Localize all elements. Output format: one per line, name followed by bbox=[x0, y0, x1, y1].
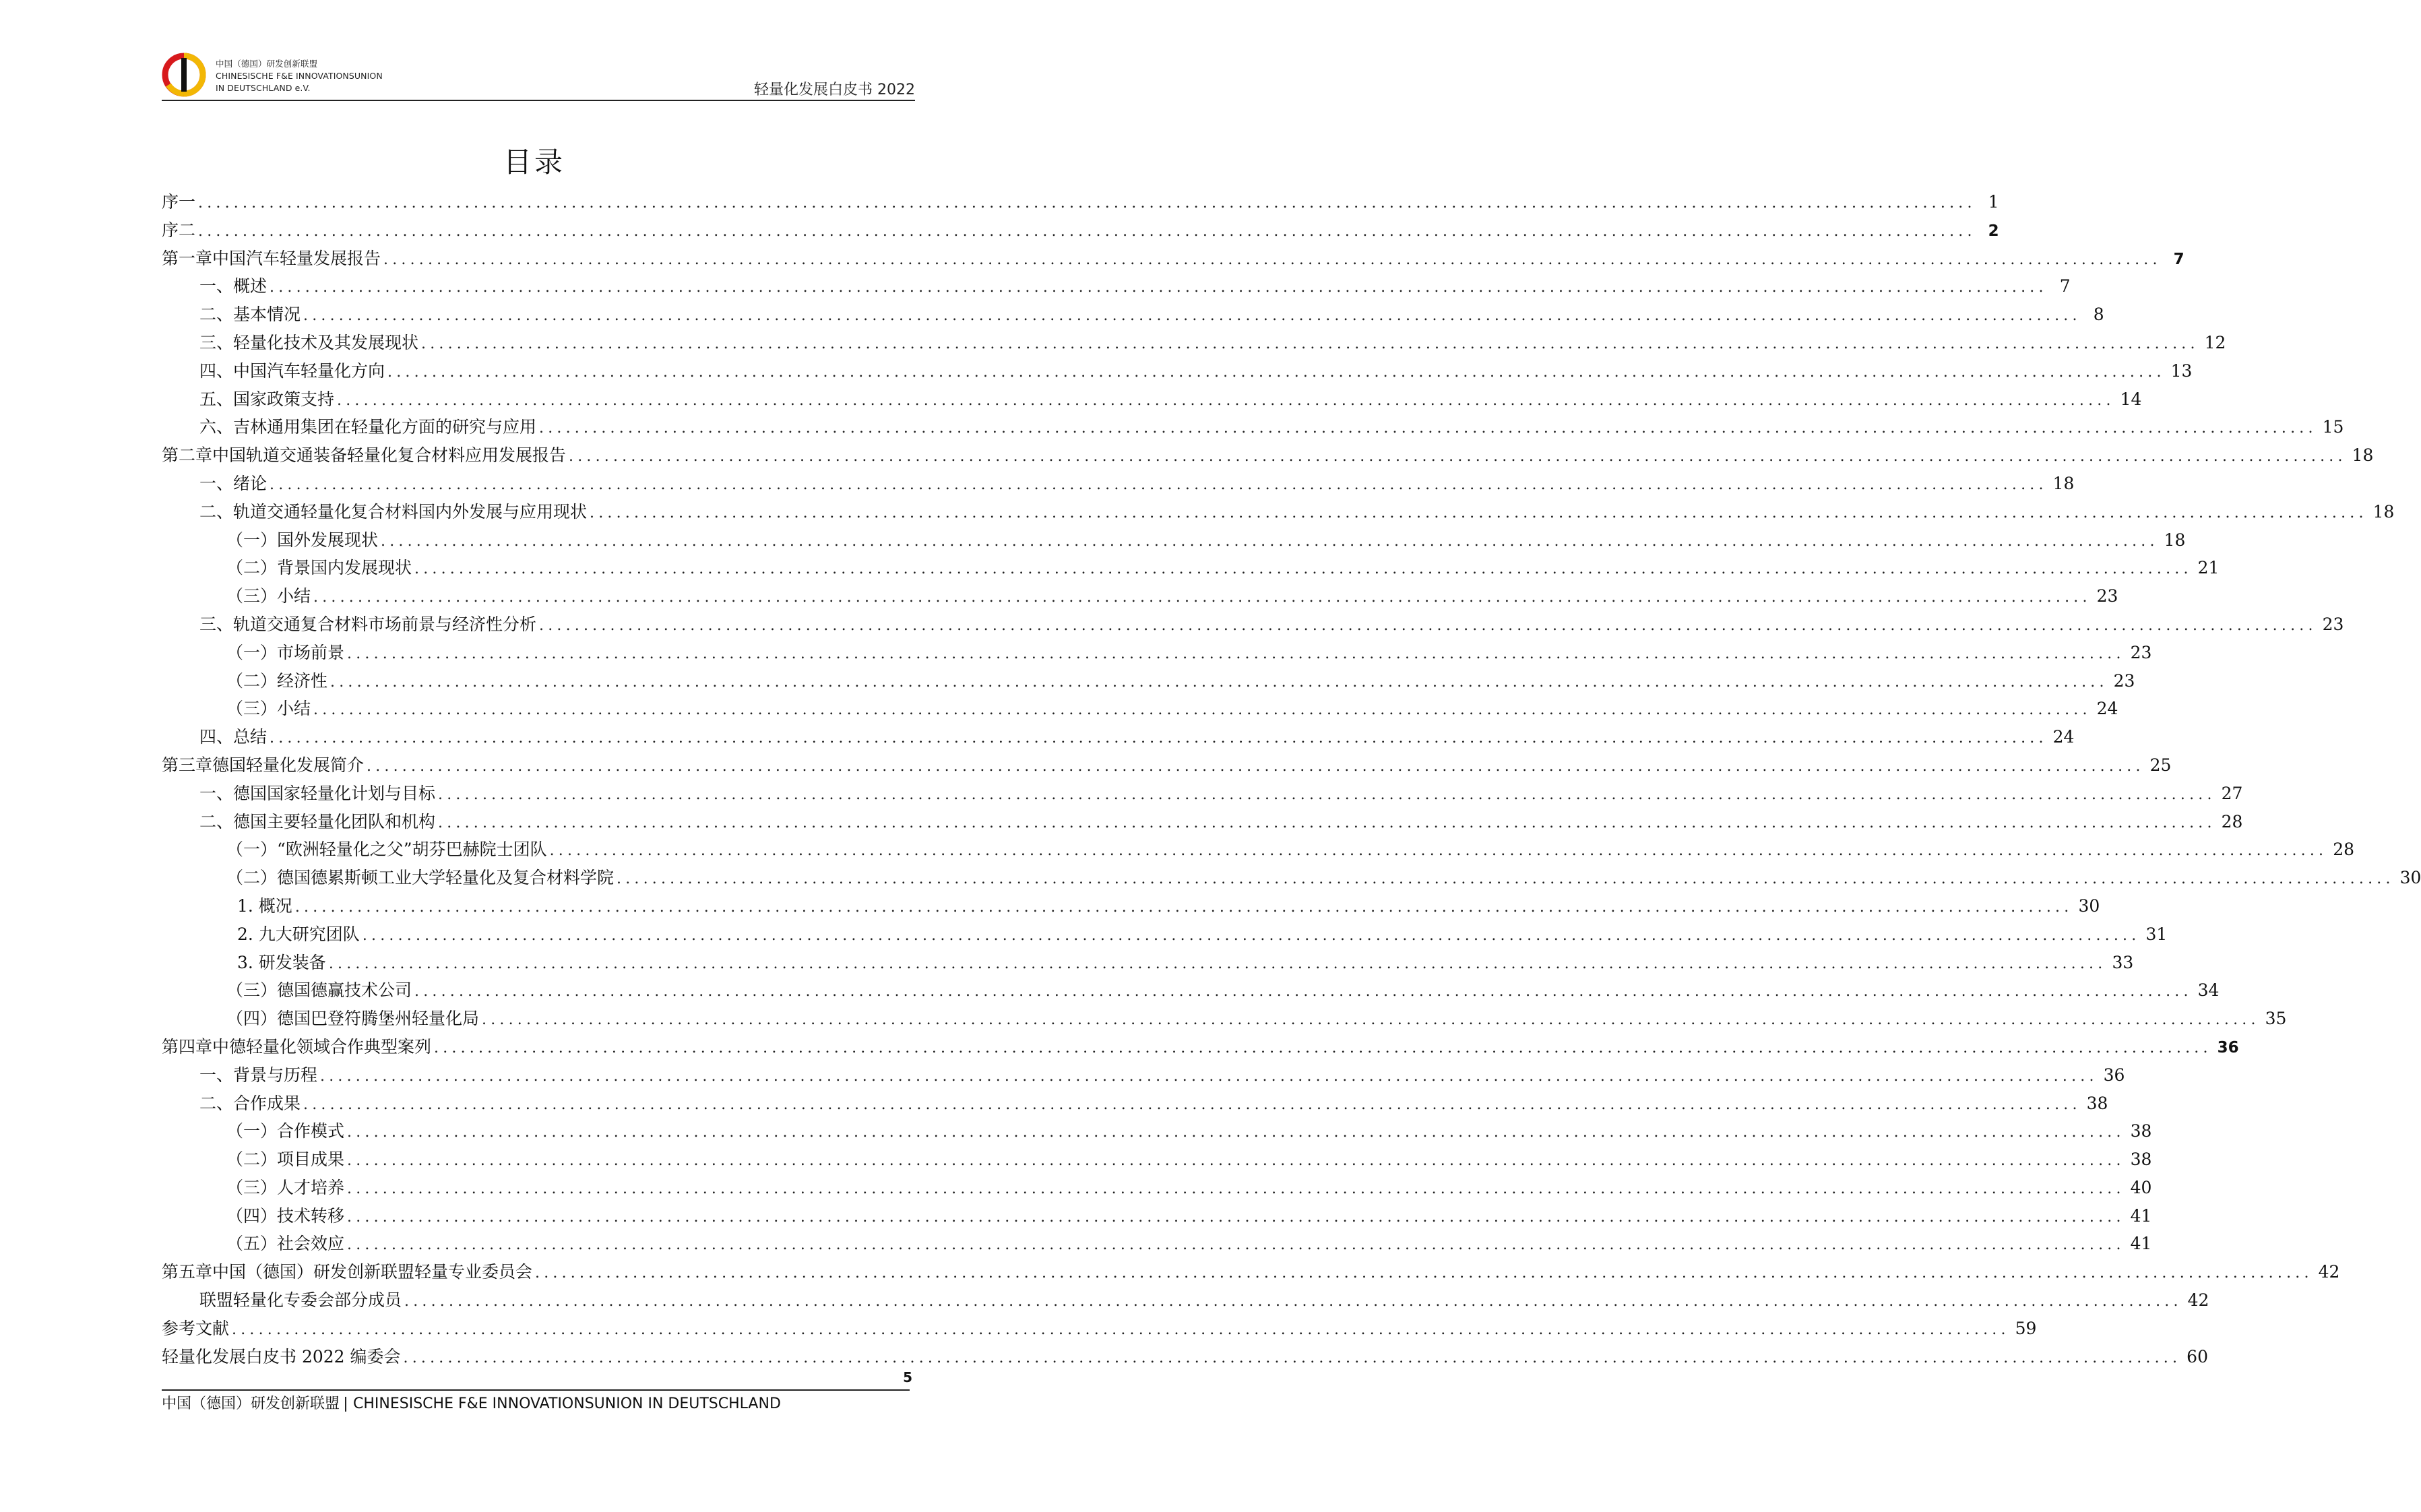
toc-dot-leader: ........................................................................................................................................................................................................ bbox=[414, 561, 2193, 578]
toc-entry-page: 42 bbox=[2187, 1290, 2209, 1311]
toc-entry-label: （二）德国德累斯顿工业大学轻量化及复合材料学院 bbox=[226, 868, 615, 888]
toc-entry-label: 参考文献 bbox=[162, 1318, 230, 1338]
toc-dot-leader: ........................................................................................................................................................................................................ bbox=[535, 1265, 2313, 1282]
toc-entry-page: 41 bbox=[2130, 1234, 2152, 1254]
toc-entry-label: （三）小结 bbox=[226, 699, 311, 719]
toc-dot-leader: ........................................................................................................................................................................................................ bbox=[617, 871, 2395, 888]
toc-dot-leader: ........................................................................................................................................................................................................ bbox=[347, 645, 2125, 662]
toc-entry-label: 二、基本情况 bbox=[199, 305, 301, 325]
toc-entry-label: 六、吉林通用集团在轻量化方面的研究与应用 bbox=[199, 417, 537, 437]
toc-entry-label: 一、概述 bbox=[199, 276, 268, 296]
toc-entry[interactable] bbox=[162, 1061, 2125, 1090]
toc-entry-page: 23 bbox=[2113, 670, 2135, 691]
toc-entry-page: 7 bbox=[2059, 276, 2071, 296]
toc-dot-leader: ........................................................................................................................................................................................................ bbox=[347, 1208, 2125, 1226]
toc-entry-label: 二、德国主要轻量化团队和机构 bbox=[199, 811, 436, 831]
toc-entry-page: 27 bbox=[2221, 783, 2243, 803]
toc-entry-label: 第三章德国轻量化发展简介 bbox=[162, 755, 365, 775]
toc-entry-page: 24 bbox=[2096, 699, 2118, 719]
toc-entry-label: （三）德国德赢技术公司 bbox=[226, 980, 412, 1001]
footer-org-en: CHINESISCHE F&E INNOVATIONSUNION IN DEUTSCHLAND bbox=[353, 1395, 781, 1412]
toc-entry-page: 36 bbox=[2103, 1065, 2125, 1085]
org-name-de-line1: CHINESISCHE F&E INNOVATIONSUNION bbox=[216, 71, 383, 81]
toc-entry-page: 31 bbox=[2145, 924, 2168, 944]
toc-entry[interactable] bbox=[162, 976, 2220, 1005]
toc-entry-label: 四、总结 bbox=[199, 727, 268, 747]
toc-entry-label: （一）“欧洲轻量化之父”胡芬巴赫院士团队 bbox=[226, 840, 547, 860]
toc-dot-leader: ........................................................................................................................................................................................................ bbox=[434, 1039, 2212, 1057]
toc-entry-label: （二）背景国内发展现状 bbox=[226, 558, 412, 578]
toc-entry-label: 第四章中德轻量化领域合作典型案列 bbox=[162, 1036, 432, 1057]
toc-dot-leader: ........................................................................................................................................................................................................ bbox=[232, 1321, 2010, 1338]
toc-entry-label: 一、背景与历程 bbox=[199, 1065, 318, 1085]
toc-dot-leader: ........................................................................................................................................................................................................ bbox=[303, 1096, 2081, 1113]
footer-org-cn: 中国（德国）研发创新联盟 bbox=[162, 1395, 340, 1412]
toc-entry[interactable] bbox=[162, 695, 2118, 723]
toc-entry-label: （三）人才培养 bbox=[226, 1177, 345, 1197]
toc-entry[interactable] bbox=[162, 780, 2243, 808]
toc-dot-leader: ........................................................................................................................................................................................................ bbox=[303, 307, 2081, 325]
toc-dot-leader: ........................................................................................................................................................................................................ bbox=[347, 1180, 2125, 1197]
toc-entry-page: 38 bbox=[2086, 1093, 2108, 1113]
toc-dot-leader: ........................................................................................................................................................................................................ bbox=[381, 532, 2159, 550]
toc-entry[interactable] bbox=[162, 329, 2226, 357]
toc-dot-leader: ........................................................................................................................................................................................................ bbox=[347, 1152, 2125, 1170]
footer-divider bbox=[162, 1389, 910, 1391]
toc-entry[interactable] bbox=[162, 498, 2395, 526]
toc-entry[interactable] bbox=[162, 723, 2075, 751]
toc-entry-page: 7 bbox=[2173, 250, 2184, 268]
toc-entry-page: 59 bbox=[2015, 1318, 2037, 1338]
toc-entry-page: 23 bbox=[2130, 642, 2152, 662]
toc-entry-label: 五、国家政策支持 bbox=[199, 389, 335, 409]
toc-entry[interactable] bbox=[162, 949, 2134, 977]
toc-entry-label: 2. 九大研究团队 bbox=[237, 924, 360, 944]
toc-entry[interactable] bbox=[162, 1174, 2152, 1202]
toc-entry[interactable] bbox=[162, 413, 2344, 441]
toc-dot-leader: ........................................................................................................................................................................................................ bbox=[313, 701, 2092, 719]
toc-dot-leader: ........................................................................................................................................................................................................ bbox=[482, 1011, 2260, 1029]
toc-entry-page: 30 bbox=[2399, 868, 2421, 888]
toc-dot-leader: ........................................................................................................................................................................................................ bbox=[362, 926, 2141, 944]
toc-dot-leader: ........................................................................................................................................................................................................ bbox=[383, 251, 2162, 268]
toc-entry[interactable] bbox=[162, 892, 2100, 920]
toc-entry-page: 36 bbox=[2217, 1038, 2239, 1057]
toc-entry-label: 第一章中国汽车轻量发展报告 bbox=[162, 248, 381, 268]
page-footer bbox=[162, 1392, 781, 1413]
toc-entry[interactable] bbox=[162, 470, 2075, 498]
toc-dot-leader: ........................................................................................................................................................................................................ bbox=[313, 589, 2092, 606]
toc-dot-leader: ........................................................................................................................................................................................................ bbox=[438, 786, 2216, 803]
toc-entry-page: 33 bbox=[2112, 952, 2134, 972]
table-of-contents bbox=[162, 188, 2421, 1371]
toc-entry-page: 18 bbox=[2052, 473, 2075, 493]
toc-entry-page: 14 bbox=[2120, 389, 2142, 409]
toc-entry-page: 38 bbox=[2130, 1121, 2152, 1141]
toc-entry-page: 23 bbox=[2322, 614, 2344, 634]
toc-entry[interactable] bbox=[162, 385, 2142, 414]
page-number: 5 bbox=[903, 1369, 912, 1385]
toc-dot-leader: ........................................................................................................................................................................................................ bbox=[337, 391, 2115, 409]
toc-entry-label: 1. 概况 bbox=[237, 895, 292, 916]
toc-dot-leader: ........................................................................................................................................................................................................ bbox=[438, 814, 2216, 831]
toc-entry[interactable] bbox=[162, 582, 2118, 610]
toc-dot-leader: ........................................................................................................................................................................................................ bbox=[328, 955, 2107, 972]
toc-entry-page: 25 bbox=[2149, 755, 2172, 775]
toc-dot-leader: ........................................................................................................................................................................................................ bbox=[347, 1124, 2125, 1141]
toc-dot-leader: ........................................................................................................................................................................................................ bbox=[549, 842, 2328, 860]
toc-entry-label: （一）市场前景 bbox=[226, 642, 345, 662]
toc-dot-leader: ........................................................................................................................................................................................................ bbox=[270, 730, 2048, 747]
header-doc-title: 轻量化发展白皮书 2022 bbox=[754, 82, 915, 98]
footer-separator bbox=[345, 1397, 346, 1412]
toc-entry-page: 60 bbox=[2187, 1346, 2208, 1366]
toc-entry-page: 1 bbox=[1988, 192, 1999, 212]
toc-entry-page: 28 bbox=[2333, 840, 2355, 860]
toc-entry[interactable] bbox=[162, 751, 2172, 780]
toc-dot-leader: ........................................................................................................................................................................................................ bbox=[330, 673, 2108, 691]
toc-entry[interactable] bbox=[162, 526, 2186, 555]
toc-dot-leader: ........................................................................................................................................................................................................ bbox=[404, 1293, 2182, 1311]
toc-entry[interactable] bbox=[162, 554, 2220, 582]
toc-entry[interactable] bbox=[162, 357, 2193, 385]
toc-dot-leader: ........................................................................................................................................................................................................ bbox=[198, 222, 1976, 240]
toc-entry-page: 13 bbox=[2170, 360, 2193, 381]
toc-entry-label: 一、绪论 bbox=[199, 473, 268, 493]
toc-entry-label: 一、德国国家轻量化计划与目标 bbox=[199, 783, 436, 803]
toc-entry-page: 35 bbox=[2265, 1009, 2287, 1029]
org-name-de-line2: IN DEUTSCHLAND e.V. bbox=[216, 83, 311, 93]
toc-entry[interactable] bbox=[162, 836, 2355, 864]
toc-entry[interactable] bbox=[162, 610, 2344, 639]
toc-entry-page: 15 bbox=[2322, 417, 2344, 437]
toc-entry-label: （三）小结 bbox=[226, 586, 311, 606]
toc-dot-leader: ........................................................................................................................................................................................................ bbox=[198, 195, 1976, 212]
toc-entry-page: 40 bbox=[2130, 1177, 2152, 1197]
toc-entry-label: 三、轻量化技术及其发展现状 bbox=[199, 332, 419, 352]
header-divider bbox=[162, 100, 915, 101]
toc-entry-label: （五）社会效应 bbox=[226, 1234, 345, 1254]
toc-entry[interactable] bbox=[162, 301, 2104, 329]
toc-entry-page: 18 bbox=[2352, 445, 2374, 466]
toc-entry-page: 30 bbox=[2078, 895, 2100, 916]
toc-dot-leader: ........................................................................................................................................................................................................ bbox=[590, 504, 2368, 522]
toc-entry[interactable] bbox=[162, 1005, 2287, 1033]
toc-dot-leader: ........................................................................................................................................................................................................ bbox=[367, 757, 2145, 775]
toc-entry-label: 联盟轻量化专委会部分成员 bbox=[199, 1290, 402, 1311]
toc-entry-page: 8 bbox=[2093, 305, 2104, 325]
toc-entry-label: 3. 研发装备 bbox=[237, 952, 326, 972]
toc-entry[interactable] bbox=[162, 1033, 2239, 1061]
toc-entry[interactable] bbox=[162, 808, 2243, 836]
toc-entry-label: 第五章中国（德国）研发创新联盟轻量专业委员会 bbox=[162, 1262, 533, 1282]
toc-entry[interactable] bbox=[162, 1117, 2152, 1145]
union-logo-icon bbox=[162, 53, 206, 97]
toc-entry-label: （四）技术转移 bbox=[226, 1205, 345, 1226]
toc-dot-leader: ........................................................................................................................................................................................................ bbox=[414, 983, 2193, 1001]
toc-entry[interactable] bbox=[162, 1090, 2108, 1118]
toc-dot-leader: ........................................................................................................................................................................................................ bbox=[387, 363, 2166, 381]
toc-entry[interactable] bbox=[162, 1286, 2209, 1315]
toc-entry-label: 四、中国汽车轻量化方向 bbox=[199, 360, 385, 381]
toc-entry[interactable] bbox=[162, 1258, 2340, 1286]
toc-entry-page: 28 bbox=[2221, 811, 2243, 831]
toc-entry-label: 二、合作成果 bbox=[199, 1093, 301, 1113]
toc-entry-label: 序一 bbox=[162, 192, 196, 212]
toc-entry-page: 12 bbox=[2204, 332, 2226, 352]
toc-entry-label: （四）德国巴登符腾堡州轻量化局 bbox=[226, 1009, 480, 1029]
toc-dot-leader: ........................................................................................................................................................................................................ bbox=[320, 1067, 2098, 1085]
toc-entry-page: 24 bbox=[2052, 727, 2075, 747]
toc-entry-page: 18 bbox=[2372, 501, 2395, 522]
toc-dot-leader: ........................................................................................................................................................................................................ bbox=[347, 1236, 2125, 1254]
toc-entry[interactable] bbox=[162, 1315, 2037, 1343]
toc-entry[interactable] bbox=[162, 245, 2184, 273]
toc-entry-label: （二）项目成果 bbox=[226, 1149, 345, 1170]
toc-entry-page: 42 bbox=[2318, 1262, 2340, 1282]
toc-dot-leader: ........................................................................................................................................................................................................ bbox=[270, 476, 2048, 493]
toc-dot-leader: ........................................................................................................................................................................................................ bbox=[539, 617, 2317, 634]
toc-entry[interactable] bbox=[162, 920, 2168, 949]
toc-entry-page: 41 bbox=[2130, 1205, 2152, 1226]
toc-entry[interactable] bbox=[162, 639, 2152, 667]
toc-entry-label: 二、轨道交通轻量化复合材料国内外发展与应用现状 bbox=[199, 501, 588, 522]
toc-entry-page: 2 bbox=[1988, 222, 1999, 240]
toc-entry-page: 21 bbox=[2197, 558, 2220, 578]
toc-entry-label: （二）经济性 bbox=[226, 670, 328, 691]
toc-entry[interactable] bbox=[162, 272, 2071, 301]
toc-entry[interactable] bbox=[162, 216, 1999, 245]
toc-entry[interactable] bbox=[162, 1343, 2208, 1371]
toc-entry-label: （一）国外发展现状 bbox=[226, 530, 379, 550]
toc-dot-leader: ........................................................................................................................................................................................................ bbox=[294, 898, 2073, 916]
toc-entry-label: 轻量化发展白皮书 2022 编委会 bbox=[162, 1346, 401, 1366]
toc-dot-leader: ........................................................................................................................................................................................................ bbox=[421, 335, 2199, 352]
toc-entry[interactable] bbox=[162, 667, 2135, 695]
toc-entry[interactable] bbox=[162, 864, 2421, 892]
toc-entry-page: 38 bbox=[2130, 1149, 2152, 1170]
page-title: 目录 bbox=[503, 146, 565, 179]
toc-entry-label: 序二 bbox=[162, 220, 196, 240]
toc-dot-leader: ........................................................................................................................................................................................................ bbox=[270, 279, 2048, 296]
toc-entry-page: 34 bbox=[2197, 980, 2220, 1001]
org-name-cn: 中国（德国）研发创新联盟 bbox=[216, 59, 318, 69]
toc-entry-page: 18 bbox=[2164, 530, 2186, 550]
toc-entry[interactable] bbox=[162, 441, 2374, 470]
toc-entry-label: （一）合作模式 bbox=[226, 1121, 345, 1141]
toc-entry[interactable] bbox=[162, 188, 1999, 216]
org-name-block bbox=[216, 58, 383, 94]
toc-entry[interactable] bbox=[162, 1230, 2152, 1258]
toc-entry[interactable] bbox=[162, 1145, 2152, 1174]
toc-dot-leader: ........................................................................................................................................................................................................ bbox=[403, 1349, 2182, 1366]
toc-entry-label: 第二章中国轨道交通装备轻量化复合材料应用发展报告 bbox=[162, 445, 567, 466]
toc-dot-leader: ........................................................................................................................................................................................................ bbox=[539, 420, 2317, 437]
toc-entry[interactable] bbox=[162, 1202, 2152, 1230]
toc-entry-label: 三、轨道交通复合材料市场前景与经济性分析 bbox=[199, 614, 537, 634]
toc-entry-page: 23 bbox=[2096, 586, 2118, 606]
page-header bbox=[162, 53, 915, 101]
toc-dot-leader: ........................................................................................................................................................................................................ bbox=[569, 448, 2347, 466]
